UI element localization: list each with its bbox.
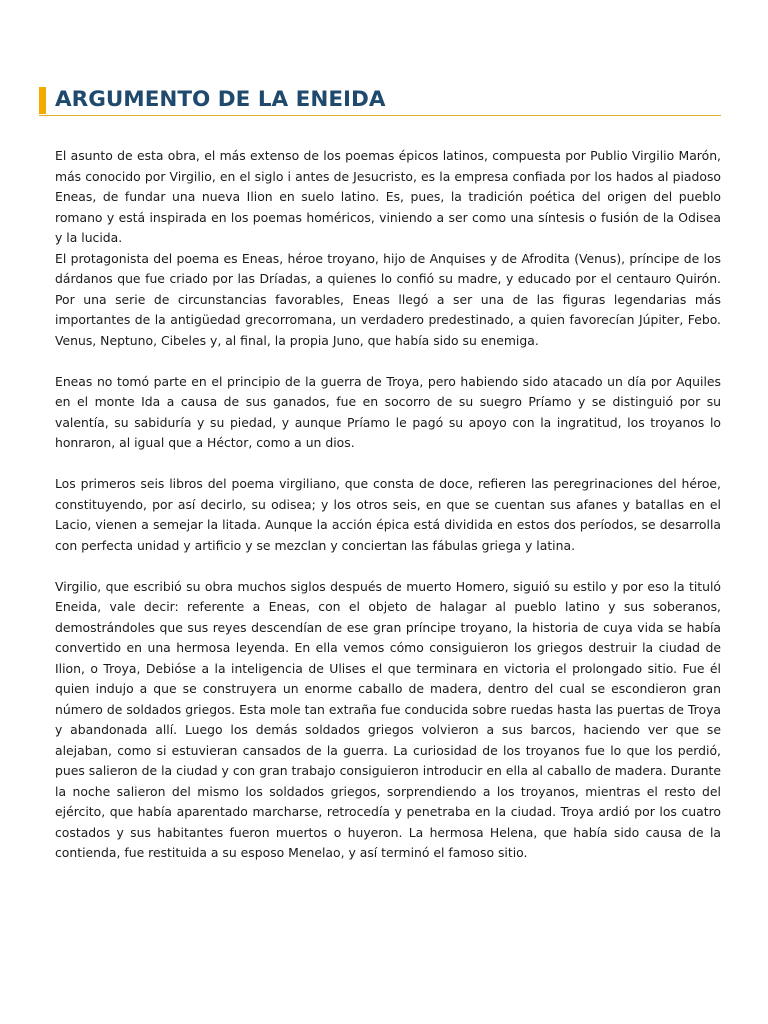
title-accent-bar [39, 87, 46, 114]
paragraph-4: Los primeros seis libros del poema virgiliano, que consta de doce, refieren las peregrinaciones del héroe, constituyendo, por así decirlo, su odisea; y los otros seis, en que se cuentan sus afanes y batallas en el Lacio, vienen a semejar la litada. Aunque la acción épica está dividida en estos dos períodos, se desarrolla con perfecta unidad y artificio y se mezclan y conciertan las fábulas griega y latina. [55, 476, 721, 553]
page-title: ARGUMENTO DE LA ENEIDA [55, 87, 386, 112]
title-block [39, 85, 721, 116]
paragraph-2: El protagonista del poema es Eneas, héroe troyano, hijo de Anquises y de Afrodita (Venus), príncipe de los dárdanos que fue criado por las Dríadas, a quienes lo confió su madre, y educado por el centauro Quirón. Por una serie de circunstancias favorables, Eneas llegó a ser una de las figuras legendarias más importantes de la antigüedad grecorromana, un verdadero predestinado, a quien favorecían Júpiter, Febo. Venus, Neptuno, Cibeles y, al final, la propia Juno, que había sido su enemiga. [55, 250, 721, 348]
body-text [55, 146, 721, 864]
paragraph-3: Eneas no tomó parte en el principio de la guerra de Troya, pero habiendo sido atacado un día por Aquiles en el monte Ida a causa de sus ganados, fue en socorro de su suegro Príamo y se distinguió por su valentía, su sabiduría y su piedad, y aunque Príamo le pagó su apoyo con la ingratitud, los troyanos lo honraron, al igual que a Héctor, como a un dios. [55, 373, 721, 450]
paragraph-5: Virgilio, que escribió su obra muchos siglos después de muerto Homero, siguió su estilo y por eso la tituló Eneida, vale decir: referente a Eneas, con el objeto de halagar al pueblo latino y sus soberanos, demostrándoles que sus reyes descendían de ese gran príncipe troyano, la historia de cuya vida se había convertido en una hermosa leyenda. En ella vemos cómo consiguieron los griegos destruir la ciudad de Ilion, o Troya, Debióse a la inteligencia de Ulises el que terminara en victoria el prolongado sitio. Fue él quien indujo a que se construyera un enorme caballo de madera, dentro del cual se escondieron gran número de soldados griegos. Esta mole tan extraña fue conducida sobre ruedas hasta las puertas de Troya y abandonada allí. Luego los demás soldados griegos volvieron a sus barcos, haciendo ver que se alejaban, como si estuvieran cansados de la guerra. La curiosidad de los troyanos fue lo que los perdió, pues salieron de la ciudad y con gran trabajo consiguieron introducir en ella al caballo de madera. Durante la noche salieron del mismo los soldados griegos, sorprendiendo a los troyanos, mientras el resto del ejército, que había aparentado marcharse, retrocedía y penetraba en la ciudad. Troya ardió por los cuatro costados y sus habitantes fueron muertos o huyeron. La hermosa Helena, que había sido causa de la contienda, fue restituida a su esposo Menelao, y así terminó el famoso sitio. [55, 578, 721, 860]
paragraph-1: El asunto de esta obra, el más extenso de los poemas épicos latinos, compuesta por Publio Virgilio Marón, más conocido por Virgilio, en el siglo i antes de Jesucristo, es la empresa confiada por los hados al piadoso Eneas, de fundar una nueva Ilion en suelo latino. Es, pues, la tradición poética del origen del pueblo romano y está inspirada en los poemas homéricos, viniendo a ser como una síntesis o fusión de la Odisea y la lucida. [55, 148, 721, 245]
